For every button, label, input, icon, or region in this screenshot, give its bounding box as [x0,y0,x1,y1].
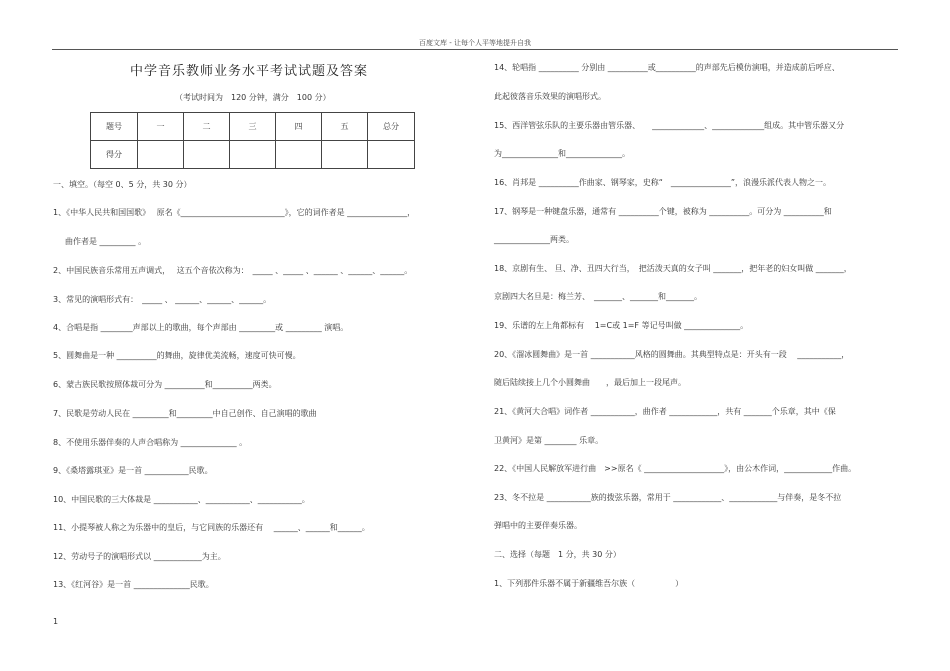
question-line: 13、《红河谷》是一首 ______________民歌。 [53,580,214,589]
table-row [91,141,415,169]
question-line: 11、小提琴被人称之为乐器中的皇后，与它同族的乐器还有 ______、______和______。 [53,523,370,532]
question-line: 7、民歌是劳动人民在 _________和_________中自己创作、自己演唱的歌曲 [53,409,317,418]
question-line: 京剧四大名旦是：梅兰芳、 _______、_______和_______。 [494,292,702,301]
table-cell [322,141,368,169]
table-cell: 三 [230,113,276,141]
table-cell: 得分 [91,141,138,169]
question-line: 19、乐谱的左上角都标有 1=C或 1=F 等记号叫做 ______________。 [494,321,749,330]
table-cell [276,141,322,169]
table-row [91,113,415,141]
table-cell [184,141,230,169]
question-line: 此起彼落音乐效果的演唱形式。 [494,92,606,101]
question-line: 22、《中国人民解放军进行曲 >>原名《 ____________________》，由公木作词，____________作曲。 [494,464,857,473]
question-line: 12、劳动号子的演唱形式以 ____________为主。 [53,552,226,561]
question-line: 16、肖邦是 __________作曲家、钢琴家，史称“ _______________”，浪漫乐派代表人物之一。 [494,178,832,187]
table-cell: 一 [138,113,184,141]
question-line: 卫黄河》是第 ________ 乐章。 [494,436,604,445]
question-line: 14、轮唱指 __________ 分别由 __________或__________的声部先后模仿演唱，并造成前后呼应、 [494,63,840,72]
question-line: 曲作者是 _________ 。 [65,237,147,246]
question-line: 1、下列那件乐器不属于新疆维吾尔族（ ） [494,579,684,588]
table-cell [138,141,184,169]
question-line: 10、中国民歌的三大体裁是 ___________、___________、___________。 [53,495,310,504]
question-line: 9、《桑塔露琪亚》是一首 ___________民歌。 [53,466,213,475]
running-header: 百度文库 - 让每个人平等地提升自我 [419,39,531,47]
score-table [90,112,415,169]
question-line: 15、西洋管弦乐队的主要乐器由管乐器、 _____________、_____________组成。其中管乐器又分 [494,121,845,130]
question-line: 为______________和______________。 [494,149,630,158]
header-rule [52,49,898,50]
section-heading: 二、选择（每题 1 分，共 30 分） [494,550,621,559]
table-cell [230,141,276,169]
question-line: 弹唱中的主要伴奏乐器。 [494,521,582,530]
question-line: 6、蒙古族民歌按照体裁可分为 __________和__________两类。 [53,380,277,389]
question-line: 20、《溜冰圆舞曲》是一首 ___________风格的圆舞曲。其典型特点是：开头有一段 ___________， [494,350,850,359]
table-cell: 五 [322,113,368,141]
table-cell: 总分 [368,113,415,141]
question-line: ______________两类。 [494,235,574,244]
table-cell: 二 [184,113,230,141]
question-line: 18、京剧有生、 旦、净、丑四大行当， 把活泼天真的女子叫 _______，把年老的妇女叫做 _______， [494,264,852,273]
table-cell: 题号 [91,113,138,141]
exam-info: （考试时间为 120 分钟，满分 100 分） [175,93,331,102]
question-line: 8、不使用乐器伴奏的人声合唱称为 ______________ 。 [53,438,248,447]
question-line: 2、中国民族音乐常用五声调式， 这五个音依次称为： _____ 、_____ 、______ 、______、______。 [53,266,413,275]
question-line: 3、常见的演唱形式有： _____ 、 ______、______、______。 [53,295,272,304]
section-heading: 一、填空。（每空 0、5 分，共 30 分） [53,180,192,189]
page-number: 1 [53,617,59,626]
question-line: 1、《中华人民共和国国歌》 原名《__________________________》，它的词作者是 _______________， [53,208,416,217]
question-line: 5、圆舞曲是一种 __________的舞曲，旋律优美流畅，速度可快可慢。 [53,351,301,360]
table-cell: 四 [276,113,322,141]
question-line: 4、合唱是指 ________声部以上的歌曲，每个声部由 _________或 _________ 演唱。 [53,323,349,332]
question-line: 23、冬不拉是 ___________族的拨弦乐器，常用于 ____________、____________与伴奏，是冬不拉 [494,493,842,502]
page-title: 中学音乐教师业务水平考试试题及答案 [130,64,369,79]
question-line: 21、《黄河大合唱》词作者 ___________，曲作者 ____________，共有 _______个乐章，其中《保 [494,407,836,416]
question-line: 17、钢琴是一种键盘乐器，通常有 __________个键，被称为 __________。可分为 __________和 [494,207,832,216]
question-line: 随后陆续接上几个小圆舞曲 ，最后加上一段尾声。 [494,378,686,387]
table-cell [368,141,415,169]
